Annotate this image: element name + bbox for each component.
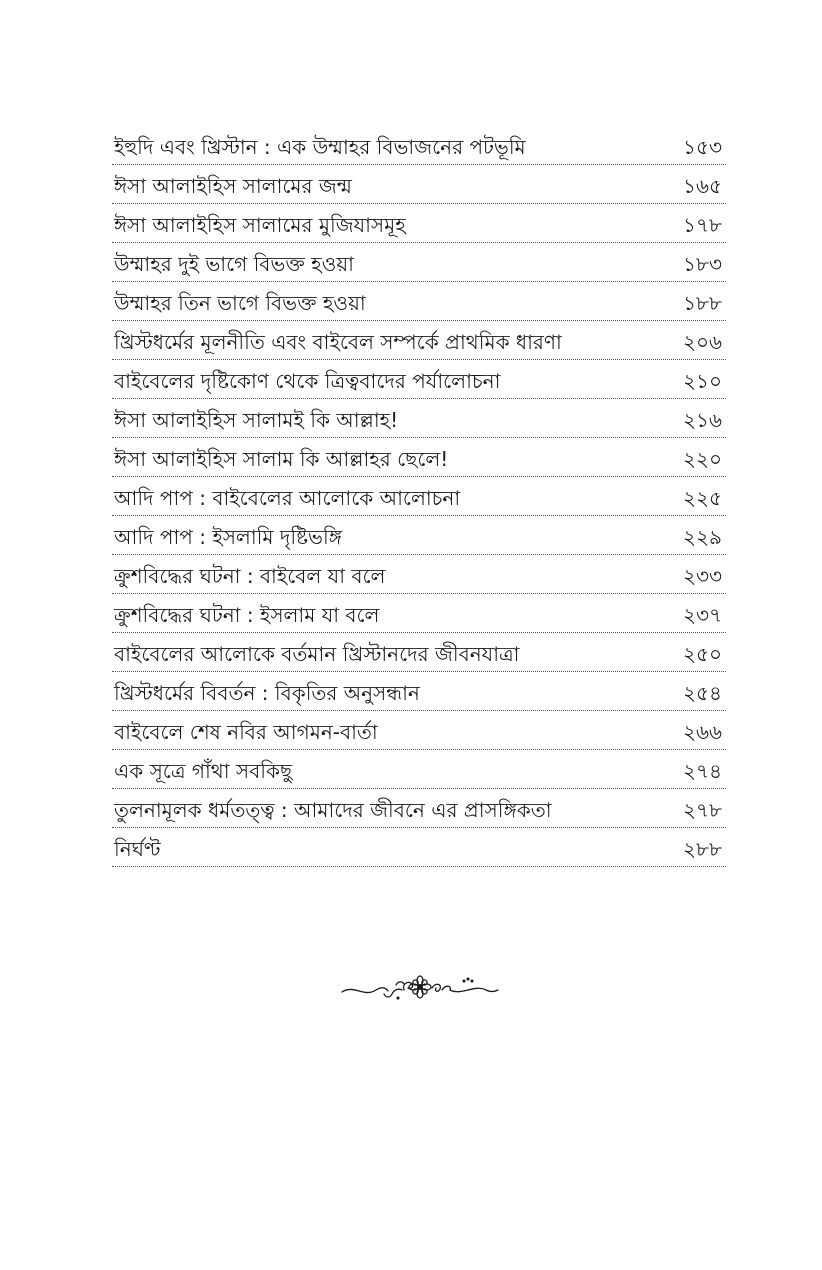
toc-entry-title: ঈসা আলাইহিস সালাম কি আল্লাহর ছেলে!	[114, 447, 449, 471]
floral-divider-icon	[340, 970, 500, 1004]
toc-entry-page-number: ২৩৭	[682, 603, 722, 627]
toc-entry-page-number: ২১০	[683, 369, 722, 393]
toc-entry-title: এক সূত্রে গাঁথা সবকিছু	[114, 759, 293, 783]
toc-entry-title: ক্রুশবিদ্ধের ঘটনা : ইসলাম যা বলে	[114, 603, 380, 627]
toc-entry-title: বাইবেলে শেষ নবির আগমন-বার্তা	[114, 720, 378, 744]
toc-entry[interactable]	[112, 165, 726, 204]
toc-entry-page-number: ২১৬	[683, 408, 722, 432]
toc-entry-title: তুলনামূলক ধর্মতত্ত্ব : আমাদের জীবনে এর প্রাসঙ্গিকতা	[114, 798, 552, 822]
toc-entry[interactable]	[112, 789, 726, 828]
toc-entry[interactable]	[112, 516, 726, 555]
toc-entry-title: আদি পাপ : ইসলামি দৃষ্টিভঙ্গি	[114, 525, 342, 549]
toc-entry-title: বাইবেলের দৃষ্টিকোণ থেকে ত্রিত্ববাদের পর্যালোচনা	[114, 369, 501, 393]
toc-entry[interactable]	[112, 243, 726, 282]
toc-entry-title: ঈসা আলাইহিস সালামের জন্ম	[114, 174, 352, 198]
table-of-contents	[112, 126, 726, 867]
toc-entry-page-number: ১৫৩	[683, 135, 722, 159]
toc-entry-title: বাইবেলের আলোকে বর্তমান খ্রিস্টানদের জীবনযাত্রা	[114, 642, 520, 666]
toc-entry[interactable]	[112, 399, 726, 438]
toc-entry-title: উম্মাহর দুই ভাগে বিভক্ত হওয়া	[114, 252, 354, 276]
toc-entry[interactable]	[112, 672, 726, 711]
toc-entry[interactable]	[112, 126, 726, 165]
toc-entry-page-number: ২৫৪	[683, 681, 722, 705]
toc-entry-page-number: ১৮৮	[683, 291, 722, 315]
toc-entry[interactable]	[112, 594, 726, 633]
toc-entry-title: উম্মাহর তিন ভাগে বিভক্ত হওয়া	[114, 291, 366, 315]
toc-entry[interactable]	[112, 477, 726, 516]
toc-entry-title: খ্রিস্টধর্মের বিবর্তন : বিকৃতির অনুসন্ধান	[114, 681, 420, 705]
toc-entry-page-number: ২২৯	[683, 525, 722, 549]
toc-entry-title: ঈসা আলাইহিস সালামই কি আল্লাহ!	[114, 408, 399, 432]
toc-entry[interactable]	[112, 204, 726, 243]
toc-entry[interactable]	[112, 633, 726, 672]
toc-entry-page-number: ২৬৬	[682, 720, 722, 744]
toc-entry[interactable]	[112, 750, 726, 789]
toc-entry-title: ঈসা আলাইহিস সালামের মুজিযাসমূহ	[114, 213, 406, 237]
toc-entry[interactable]	[112, 438, 726, 477]
toc-entry-page-number: ১৭৮	[683, 213, 722, 237]
toc-entry-title: আদি পাপ : বাইবেলের আলোকে আলোচনা	[114, 486, 461, 510]
toc-entry[interactable]	[112, 282, 726, 321]
toc-entry-page-number: ১৬৫	[683, 174, 722, 198]
toc-entry-page-number: ২৮৮	[683, 837, 722, 861]
toc-entry-page-number: ২৭৪	[683, 759, 722, 783]
toc-entry-page-number: ২৩৩	[682, 564, 722, 588]
toc-entry-page-number: ২৭৮	[683, 798, 722, 822]
toc-entry-title: ক্রুশবিদ্ধের ঘটনা : বাইবেল যা বলে	[114, 564, 386, 588]
toc-entry-page-number: ২৫০	[683, 642, 722, 666]
toc-entry[interactable]	[112, 828, 726, 867]
toc-entry-title: ইহুদি এবং খ্রিস্টান : এক উম্মাহর বিভাজনের পটভূমি	[114, 135, 526, 159]
toc-entry[interactable]	[112, 711, 726, 750]
toc-entry-page-number: ১৮৩	[683, 252, 722, 276]
toc-entry[interactable]	[112, 360, 726, 399]
toc-entry-title: নির্ঘণ্ট	[114, 837, 161, 861]
toc-entry-page-number: ২২৫	[683, 486, 722, 510]
toc-entry-page-number: ২০৬	[682, 330, 722, 354]
toc-entry-page-number: ২২০	[682, 447, 722, 471]
toc-entry[interactable]	[112, 555, 726, 594]
toc-entry[interactable]	[112, 321, 726, 360]
toc-entry-title: খ্রিস্টধর্মের মূলনীতি এবং বাইবেল সম্পর্কে প্রাথমিক ধারণা	[114, 330, 562, 354]
